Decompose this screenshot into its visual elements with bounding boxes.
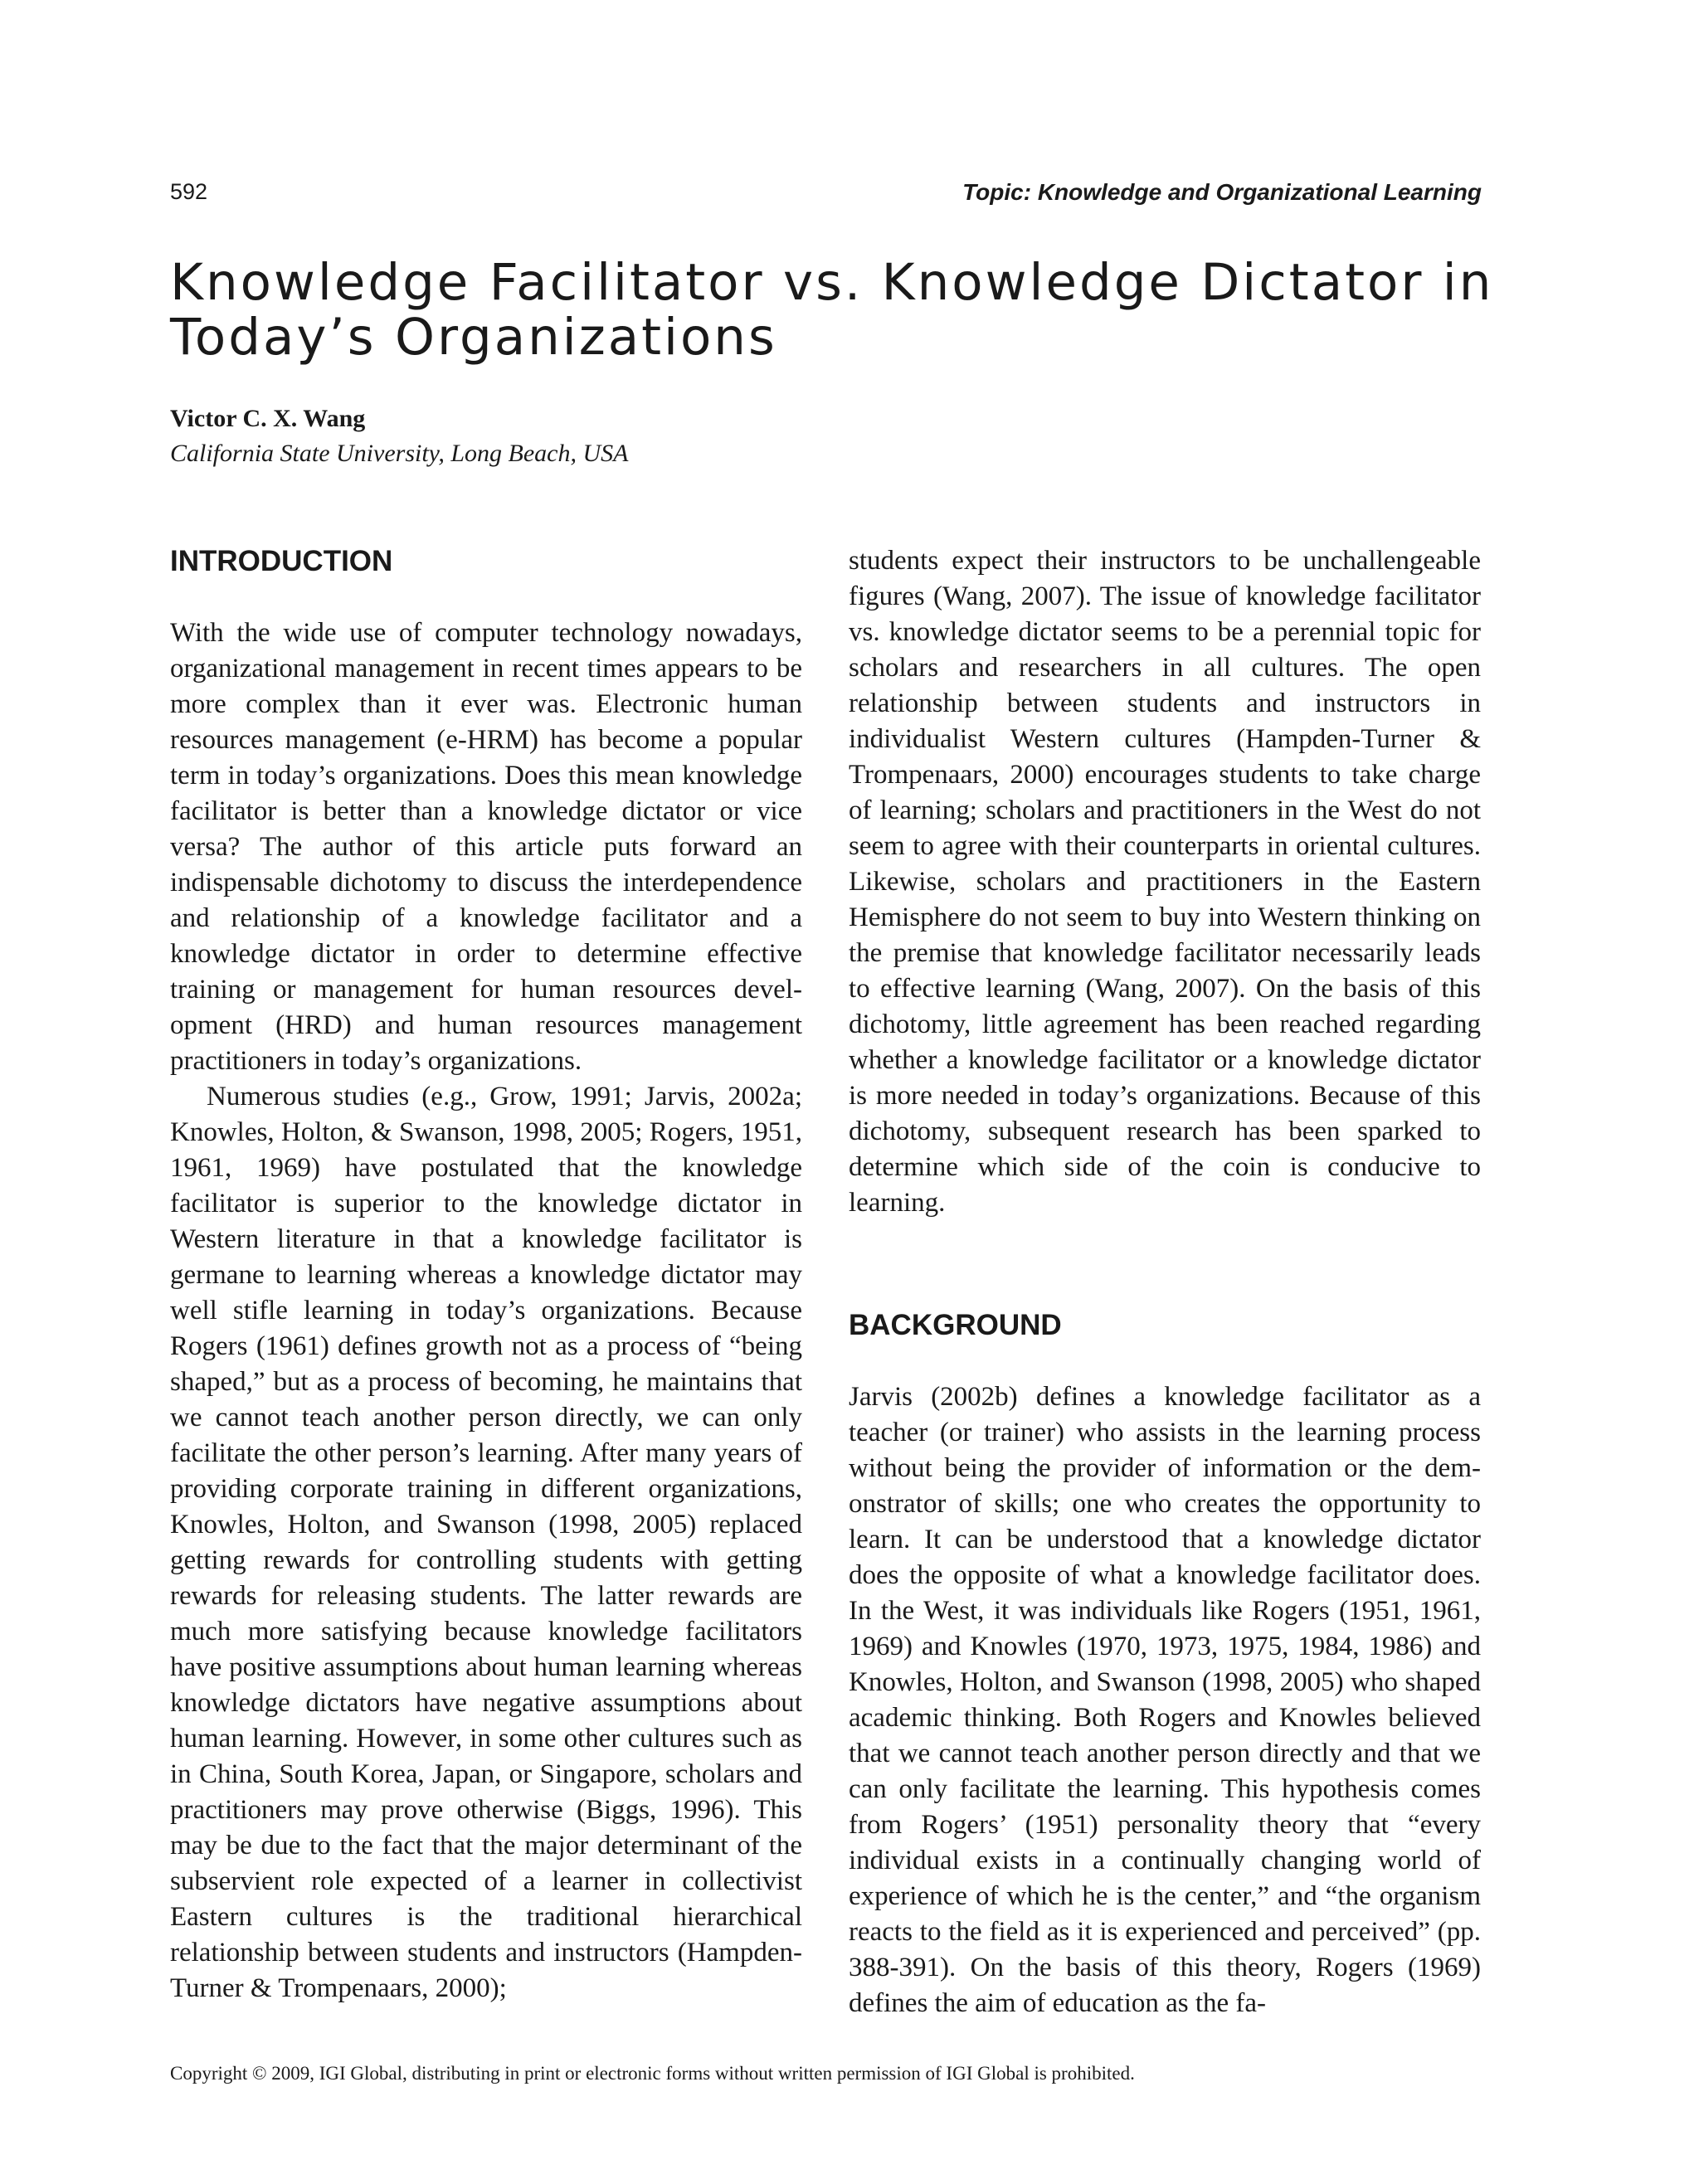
right-column [849, 543, 1481, 2021]
background-paragraph-1: Jarvis (2002b) defines a knowledge facilitator as a teacher (or trainer) who assists in the learning process without being the provider of information or the demonstrator of skills; one who creates the opportunity to learn. It can be understood that a knowledge dictator does the opposite of what a knowledge facilitator does. In the West, it was individuals like Rogers (1951, 1961, 1969) and Knowles (1970, 1973, 1975, 1984, 1986) and Knowles, Holton, and Swanson (1998, 2005) who shaped academic thinking. Both Rogers and Knowles believed that we cannot teach another person directly and that we can only facilitate the learning. This hypothesis comes from Rogers’ (1951) personality theory that “every individual exists in a continually changing world of experience of which he is the center,” and “the organism reacts to the field as it is experienced and perceived” (pp. 388-391). On the basis of this theory, Rogers (1969) defines the aim of education as the fa- [849, 1382, 1481, 2018]
copyright-notice: Copyright © 2009, IGI Global, distributing in print or electronic forms without written permission of IGI Global is prohibited. [170, 2063, 1135, 2084]
article-title: Knowledge Facilitator vs. Knowledge Dictator in Today’s Organizations [170, 253, 1494, 367]
introduction-paragraph-1: With the wide use of computer technology nowadays, organizational management in recent times appears to be more complex than it ever was. Electronic human resources management (e-HRM) has become a popular term in today’s organizations. Does this mean knowledge facilitator is better than a knowledge dictator or vice versa? The author of this article puts forward an indispensable dichotomy to discuss the interdependence and relationship of a knowledge facilitator and a knowledge dictator in order to determine effective training or management for human resources development (HRD) and human resources management practitioners in today’s organizations. [170, 618, 802, 1076]
left-column [170, 543, 802, 2006]
introduction-paragraph-3: students expect their instructors to be unchallengeable figures (Wang, 2007). The issue of knowledge facilitator vs. knowledge dictator seems to be a perennial topic for scholars and researchers in all cultures. The open relationship between students and instructors in individualist Western cultures (Hampden-Turner & Trompenaars, 2000) encourages students to take charge of learning; scholars and practitioners in the West do not seem to agree with their counterparts in oriental cultures. Likewise, scholars and practitioners in the Eastern Hemisphere do not seem to buy into Western thinking on the premise that knowledge facilitator necessarily leads to effective learning (Wang, 2007). On the basis of this dichotomy, little agreement has been reached regarding whether a knowledge facilitator or a knowledge dictator is more needed in today’s organizations. Because of this dichotomy, subsequent research has been sparked to determine which side of the coin is conducive to learning. [849, 546, 1481, 1218]
author-name: Victor C. X. Wang [170, 405, 366, 432]
running-header-topic: Topic: Knowledge and Organizational Learning [962, 179, 1482, 205]
introduction-heading: INTRODUCTION [170, 545, 393, 577]
background-heading: BACKGROUND [849, 1309, 1062, 1341]
author-affiliation: California State University, Long Beach, USA [170, 440, 629, 467]
introduction-paragraph-2: Numerous studies (e.g., Grow, 1991; Jarvis, 2002a; Knowles, Holton, & Swanson, 1998, 2005; Rogers, 1951, 1961, 1969) have postulated that the knowledge facilitator is superior to the knowledge dictator in Western literature in that a knowledge facilitator is germane to learning whereas a knowledge dictator may well stifle learning in today’s organizations. Because Rogers (1961) defines growth not as a process of “being shaped,” but as a process of becoming, he maintains that we cannot teach another person directly, we can only facilitate the other person’s learning. After many years of providing corporate training in different organizations, Knowles, Holton, and Swanson (1998, 2005) replaced getting rewards for controlling students with getting rewards for releasing students. The latter rewards are much more satisfying because knowledge facilitators have positive assumptions about human learning whereas knowledge dictators have negative assumptions about human learning. However, in some other cultures such as in China, South Korea, Japan, or Singapore, scholars and practitioners may prove otherwise (Biggs, 1996). This may be due to the fact that the major determinant of the subservient role expected of a learner in collectivist Eastern cultures is the traditional hierarchical relationship between students and instructors (Hampden-Turner & Trompenaars, 2000); [170, 1082, 802, 2003]
page-number: 592 [170, 179, 208, 204]
